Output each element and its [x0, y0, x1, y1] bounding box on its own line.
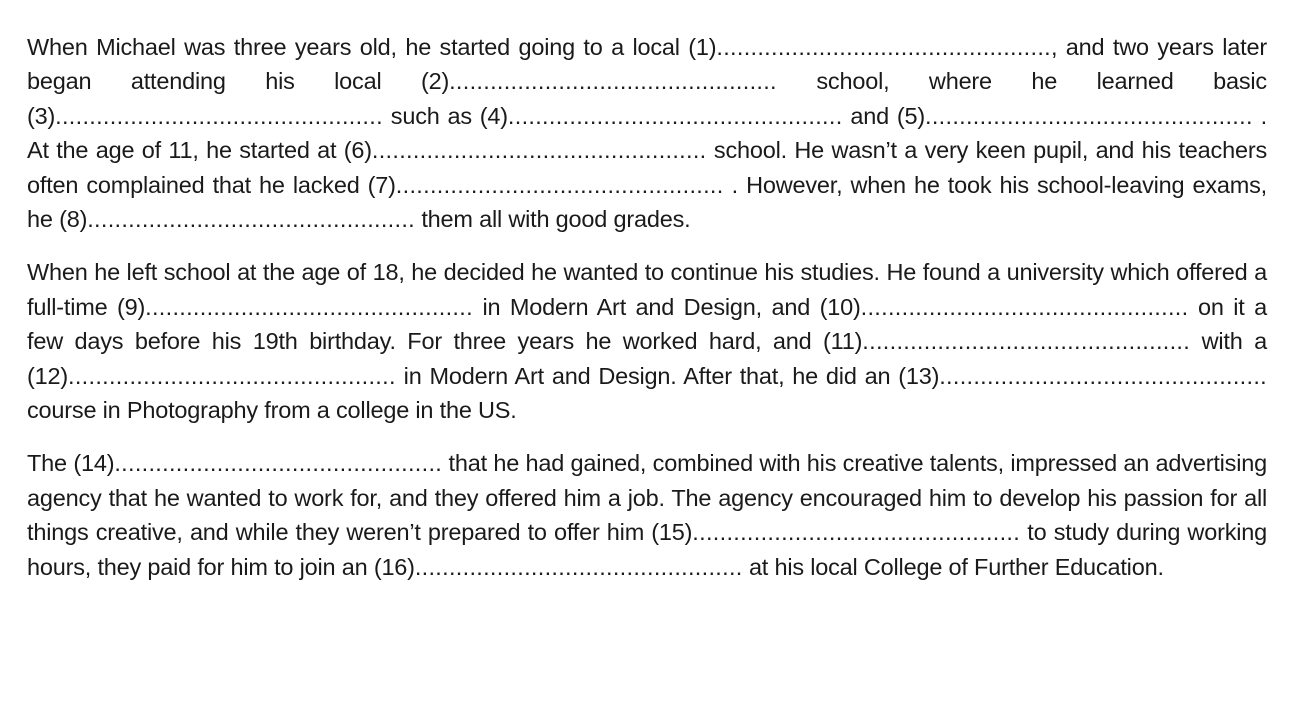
answer-blank-1[interactable] — [688, 34, 1051, 60]
paragraph-text: . At the age of 11, he started at — [27, 102, 1267, 164]
gap-fill-exercise — [27, 30, 1267, 584]
paragraph-text: and — [842, 102, 897, 129]
paragraph-2 — [27, 255, 1267, 427]
paragraph-text: at his local College of Further Education. — [742, 553, 1164, 580]
answer-blank-13[interactable] — [898, 363, 1267, 389]
paragraph-text: , and two years later began attending his local — [27, 34, 1267, 95]
blank-number-label: (8) — [59, 206, 88, 233]
answer-blank-11[interactable] — [823, 328, 1190, 354]
paragraph-text: in Modern Art and Design. After that, he did an — [395, 362, 899, 389]
blank-dotted-line[interactable]: ................................................ — [114, 450, 443, 477]
paragraph-text: The — [27, 450, 74, 477]
blank-number-label: (14) — [73, 450, 115, 477]
blank-dotted-line[interactable]: ................................................ — [860, 293, 1189, 320]
answer-blank-9[interactable] — [117, 294, 473, 320]
blank-dotted-line[interactable]: ................................................ — [862, 328, 1191, 355]
paragraph-text: in Modern Art and Design, and — [472, 293, 820, 320]
blank-number-label: (12) — [27, 362, 68, 389]
answer-blank-2[interactable] — [421, 68, 777, 94]
paragraph-text: such as — [382, 102, 480, 129]
blank-number-label: (4) — [479, 102, 508, 129]
blank-number-label: (7) — [367, 171, 396, 198]
answer-blank-14[interactable] — [73, 450, 442, 476]
answer-blank-3[interactable] — [27, 103, 383, 129]
paragraph-text: them all with good grades. — [415, 206, 691, 233]
answer-blank-12[interactable] — [27, 363, 396, 389]
paragraph-1 — [27, 30, 1267, 236]
blank-dotted-line[interactable]: ................................................ — [692, 519, 1021, 546]
answer-blank-15[interactable] — [651, 519, 1020, 545]
blank-number-label: (15) — [651, 519, 693, 546]
blank-number-label: (9) — [117, 293, 146, 320]
blank-number-label: (16) — [373, 553, 415, 580]
paragraph-text: . However, when he took his school-leaving exams, he — [27, 171, 1267, 233]
answer-blank-4[interactable] — [480, 103, 843, 129]
paragraph-3 — [27, 446, 1267, 584]
blank-number-label: (2) — [420, 68, 450, 95]
paragraph-text: school, where he learned basic — [776, 68, 1267, 95]
blank-number-label: (13) — [898, 362, 940, 389]
blank-dotted-line[interactable]: ................................................ — [55, 102, 383, 129]
blank-number-label: (3) — [27, 102, 56, 129]
blank-number-label: (5) — [896, 102, 925, 129]
answer-blank-5[interactable] — [897, 103, 1253, 129]
paragraph-text: on it a few days before his 19th birthday. For three years he worked hard, and — [27, 293, 1267, 355]
blank-dotted-line[interactable]: ................................................ — [395, 171, 724, 198]
blank-number-label: (1) — [688, 34, 717, 60]
blank-dotted-line[interactable]: ................................................ — [414, 553, 743, 580]
answer-blank-16[interactable] — [374, 554, 743, 580]
paragraph-text: When he left school at the age of 18, he decided he wanted to continue his studies. He found a university which offered a full-time — [27, 259, 1267, 320]
blank-number-label: (11) — [823, 328, 863, 355]
paragraph-text: school. He wasn’t a very keen pupil, and his teachers often complained that he lacked — [27, 137, 1267, 198]
answer-blank-10[interactable] — [820, 294, 1189, 320]
blank-dotted-line[interactable]: ................................................ — [449, 68, 777, 95]
blank-dotted-line[interactable]: ................................................ — [87, 206, 415, 233]
answer-blank-8[interactable] — [59, 206, 415, 232]
blank-dotted-line[interactable]: ................................................. — [371, 137, 707, 164]
blank-dotted-line[interactable]: ................................................ — [939, 362, 1267, 389]
blank-dotted-line[interactable]: ................................................. — [507, 102, 843, 129]
blank-dotted-line[interactable]: ................................................. — [716, 34, 1051, 60]
blank-number-label: (10) — [819, 293, 861, 320]
blank-dotted-line[interactable]: ................................................ — [145, 293, 473, 320]
blank-dotted-line[interactable]: ................................................ — [68, 362, 396, 389]
answer-blank-7[interactable] — [368, 172, 724, 198]
answer-blank-6[interactable] — [344, 137, 707, 163]
paragraph-text: to study during working hours, they paid for him to join an — [27, 519, 1268, 580]
paragraph-text: When Michael was three years old, he started going to a local — [27, 34, 689, 60]
paragraph-text: that he had gained, combined with his creative talents, impressed an advertising agency that he wanted to work for, and they offered him a job. The agency encouraged him to develop his passion for all things creative, and while they weren’t prepared to offer him — [27, 450, 1267, 546]
blank-number-label: (6) — [343, 137, 372, 164]
paragraph-text: with a — [1190, 328, 1267, 355]
paragraph-text: course in Photography from a college in the US. — [27, 397, 517, 424]
blank-dotted-line[interactable]: ................................................ — [925, 102, 1253, 129]
